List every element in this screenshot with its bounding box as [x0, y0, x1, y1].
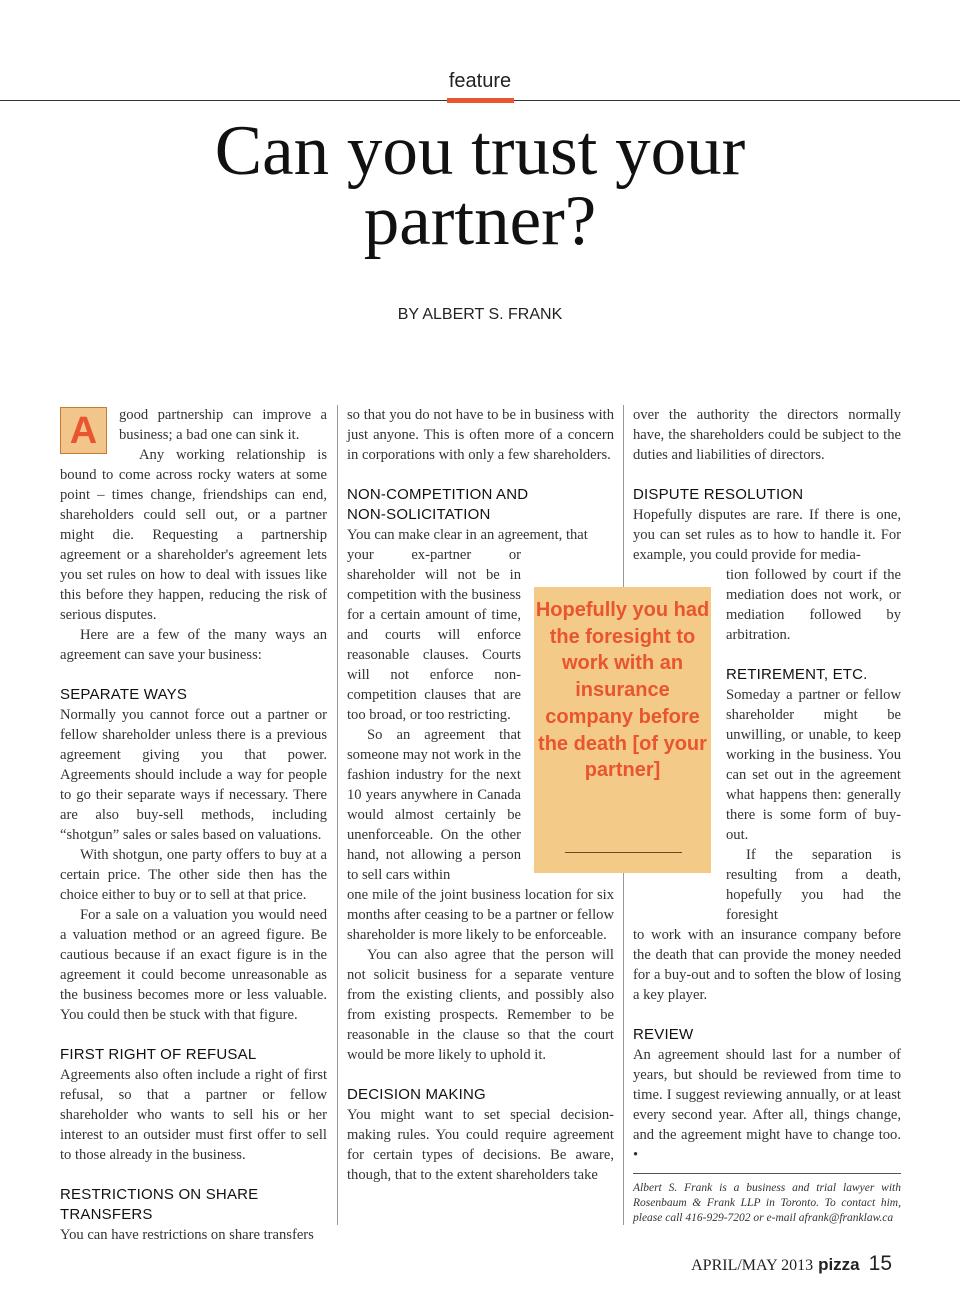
body-paragraph: Normally you cannot force out a partner or fellow shareholder unless there is a previous agreement giving you that power. Agreements should include a way for people to go their separate ways if necessary. There are also buy-sell methods, including “shotgun” sales or sales based on valuations. — [60, 707, 327, 843]
body-paragraph: so that you do not have to be in business with just anyone. This is often more of a concern in corporations with only a few shareholders. — [347, 407, 614, 463]
column-divider-1 — [337, 405, 338, 1225]
column-1 — [60, 405, 327, 1245]
page-number: 15 — [868, 1252, 892, 1275]
body-paragraph: one mile of the joint business location for six months after ceasing to be a partner or fellow shareholder is more likely to be enforceable. — [347, 887, 614, 943]
body-paragraph: Someday a partner or fellow shareholder might be unwilling, or unable, to keep working in the business. You can set out in the agreement what happens then: generally there is some form of buy-out. — [726, 687, 901, 843]
body-paragraph: You can make clear in an agreement, that — [347, 527, 588, 543]
body-paragraph: over the authority the directors normally have, the shareholders could be subject to the duties and liabilities of directors. — [633, 407, 901, 463]
subhead-review: REVIEW — [633, 1026, 694, 1043]
body-paragraph: You can also agree that the person will not solicit business for a separate venture from the existing clients, and possibly also from existing prospects. Remember to be reasonable in the clause so that the court would be more likely to uphold it. — [347, 947, 614, 1063]
drop-cap: A — [60, 407, 107, 454]
subhead-non-competition: NON-COMPETITION AND NON-SOLICITATION — [347, 486, 529, 523]
page-folio — [691, 1252, 892, 1276]
byline: BY ALBERT S. FRANK — [397, 306, 563, 323]
body-paragraph: If the separation is resulting from a death, hopefully you had the foresight — [726, 847, 901, 923]
body-paragraph: For a sale on a valuation you would need a valuation method or an agreed figure. Be cautious because if an exact figure is in the agreement it could become unreasonable as the business becomes more or less valuable. You could then be stuck with that figure. — [60, 907, 327, 1023]
pull-quote-text: Hopefully you had the foresight to work with an insurance company before the death [of your partner] — [535, 599, 710, 782]
headline — [0, 112, 960, 260]
column-3 — [633, 405, 901, 1165]
subhead-decision-making: DECISION MAKING — [347, 1086, 486, 1103]
body-paragraph: You can have restrictions on share transfers — [60, 1227, 314, 1243]
body-paragraph: Any working relationship is bound to come across rocky waters at some point – times change, friendships can end, shareholders could sell out, or a partner might die. Requesting a partnership agreement or a shareholder's agreement lets you set rules on how to deal with issues like this before they happen, reducing the risk of serious disputes. — [60, 447, 327, 623]
wrapped-text-block — [347, 545, 521, 885]
body-paragraph: An agreement should last for a number of years, but should be reviewed from time to time. I suggest reviewing annually, or at least every second year. After all, things change, and the agreement might have to change too. • — [633, 1047, 901, 1163]
body-paragraph: You might want to set special decision-making rules. You could require agreement for certain types of decisions. Be aware, though, that to the extent shareholders take — [347, 1107, 614, 1183]
issue-date: APRIL/MAY 2013 — [691, 1257, 814, 1274]
subhead-retirement: RETIREMENT, ETC. — [726, 666, 868, 683]
subhead-dispute-resolution: DISPUTE RESOLUTION — [633, 486, 804, 503]
subhead-separate-ways: SEPARATE WAYS — [60, 686, 188, 703]
magazine-name: pizza — [818, 1255, 860, 1274]
section-label: feature — [448, 70, 512, 92]
intro-paragraph: A good partnership can improve a business; a bad one can sink it. — [60, 405, 327, 445]
subhead-first-right-of-refusal: FIRST RIGHT OF REFUSAL — [60, 1046, 257, 1063]
header-accent-bar — [447, 98, 514, 103]
body-paragraph: tion followed by court if the mediation does not work, or mediation followed by arbitration. — [726, 567, 901, 643]
body-paragraph: Hopefully disputes are rare. If there is one, you can set rules as to how to handle it. For example, you could provide for media- — [633, 507, 901, 563]
body-paragraph: to work with an insurance company before the death that can provide the money needed for a buy-out and to soften the blow of losing a key player. — [633, 927, 901, 1003]
body-paragraph: So an agreement that someone may not work in the fashion industry for the next 10 years anywhere in Canada would almost certainly be unenforceable. On the other hand, not allowing a person to sell cars within — [347, 727, 521, 883]
headline-line-2: partner? — [363, 182, 597, 260]
footnote-rule — [633, 1173, 901, 1174]
headline-line-1: Can you trust your — [214, 112, 746, 190]
body-paragraph: Here are a few of the many ways an agreement can save your business: — [60, 627, 327, 663]
body-paragraph: your ex-partner or shareholder will not be in competition with the business for a certain amount of time, and courts will enforce reasonable clauses. Courts will not enforce non-competition clauses that are too broad, or too restricting. — [347, 547, 521, 723]
wrapped-text-block — [726, 565, 901, 925]
author-bio: Albert S. Frank is a business and trial lawyer with Rosenbaum & Frank LLP in Toronto. To contact him, please call 416-929-7202 or e-mail afrank@franklaw.ca — [633, 1182, 901, 1224]
body-paragraph: With shotgun, one party offers to buy at a certain price. The other side then has the choice either to buy or to sell at that price. — [60, 847, 327, 903]
subhead-restrictions: RESTRICTIONS ON SHARE TRANSFERS — [60, 1186, 259, 1223]
body-paragraph: Agreements also often include a right of first refusal, so that a partner or fellow shareholder who wants to sell his or her interest to an outsider must first offer to sell to those already in the business. — [60, 1067, 327, 1163]
